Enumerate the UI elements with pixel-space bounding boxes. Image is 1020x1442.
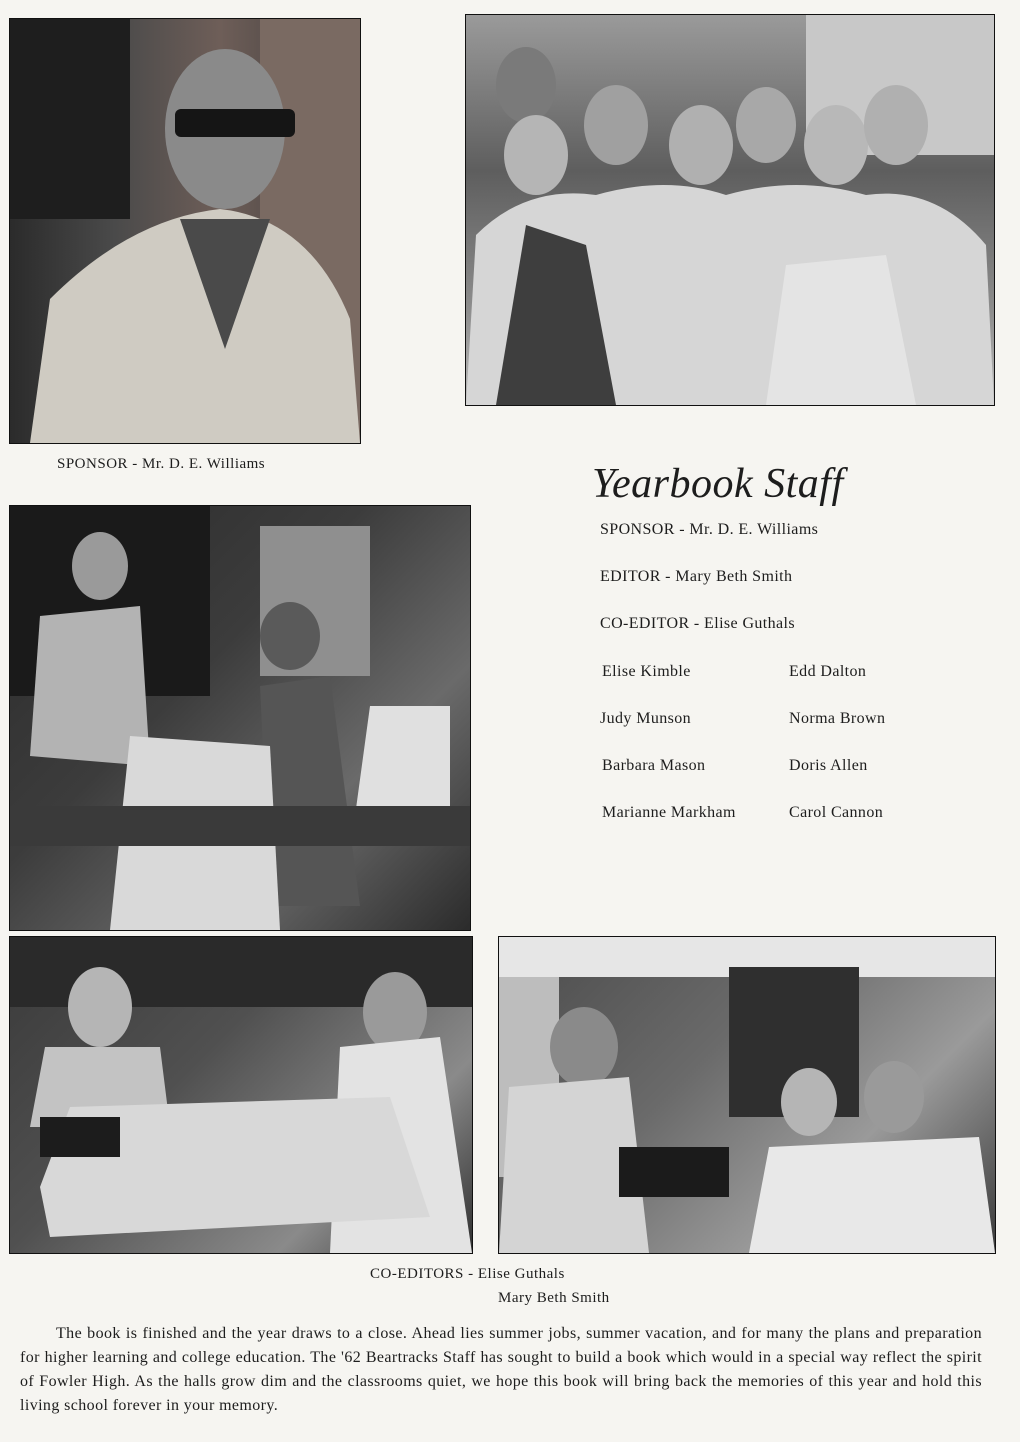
staff-member: Norma Brown (789, 710, 886, 727)
staff-member: Elise Kimble (602, 663, 691, 680)
sponsor-caption: SPONSOR - Mr. D. E. Williams (57, 456, 266, 472)
coeditors-figures (10, 937, 472, 1253)
staff-member: Marianne Markham (602, 804, 736, 821)
sponsor-portrait-photo (9, 18, 361, 444)
coeditors-photo (9, 936, 473, 1254)
typing-room-photo (498, 936, 996, 1254)
staff-member: Doris Allen (789, 757, 868, 774)
group-figures (466, 15, 994, 405)
coeditors-caption-line1: CO-EDITORS - Elise Guthals (370, 1266, 565, 1282)
staff-co-editor: CO-EDITOR - Elise Guthals (600, 615, 796, 632)
coeditors-caption-line2: Mary Beth Smith (498, 1290, 610, 1306)
staff-group-photo (465, 14, 995, 406)
page-title: Yearbook Staff (592, 461, 844, 507)
staff-sponsor: SPONSOR - Mr. D. E. Williams (600, 521, 819, 538)
staff-member: Barbara Mason (602, 757, 706, 774)
staff-member: Edd Dalton (789, 663, 867, 680)
staff-member: Carol Cannon (789, 804, 884, 821)
workroom-figures (10, 506, 470, 930)
closing-paragraph: The book is finished and the year draws to a close. Ahead lies summer jobs, summer vacation, and for many the plans and preparation for higher learning and college education. The '62 Beartracks Staff has sought to build a book which would in a special way reflect the spirit of Fowler High. As the halls grow dim and the classrooms quiet, we hope this book will bring back the memories of this year and hold this living school forever in your memory. (20, 1325, 982, 1414)
staff-editor: EDITOR - Mary Beth Smith (600, 568, 793, 585)
workroom-photo (9, 505, 471, 931)
typing-figures (499, 937, 995, 1253)
staff-member: Judy Munson (600, 710, 692, 727)
sponsor-figure (10, 19, 360, 443)
